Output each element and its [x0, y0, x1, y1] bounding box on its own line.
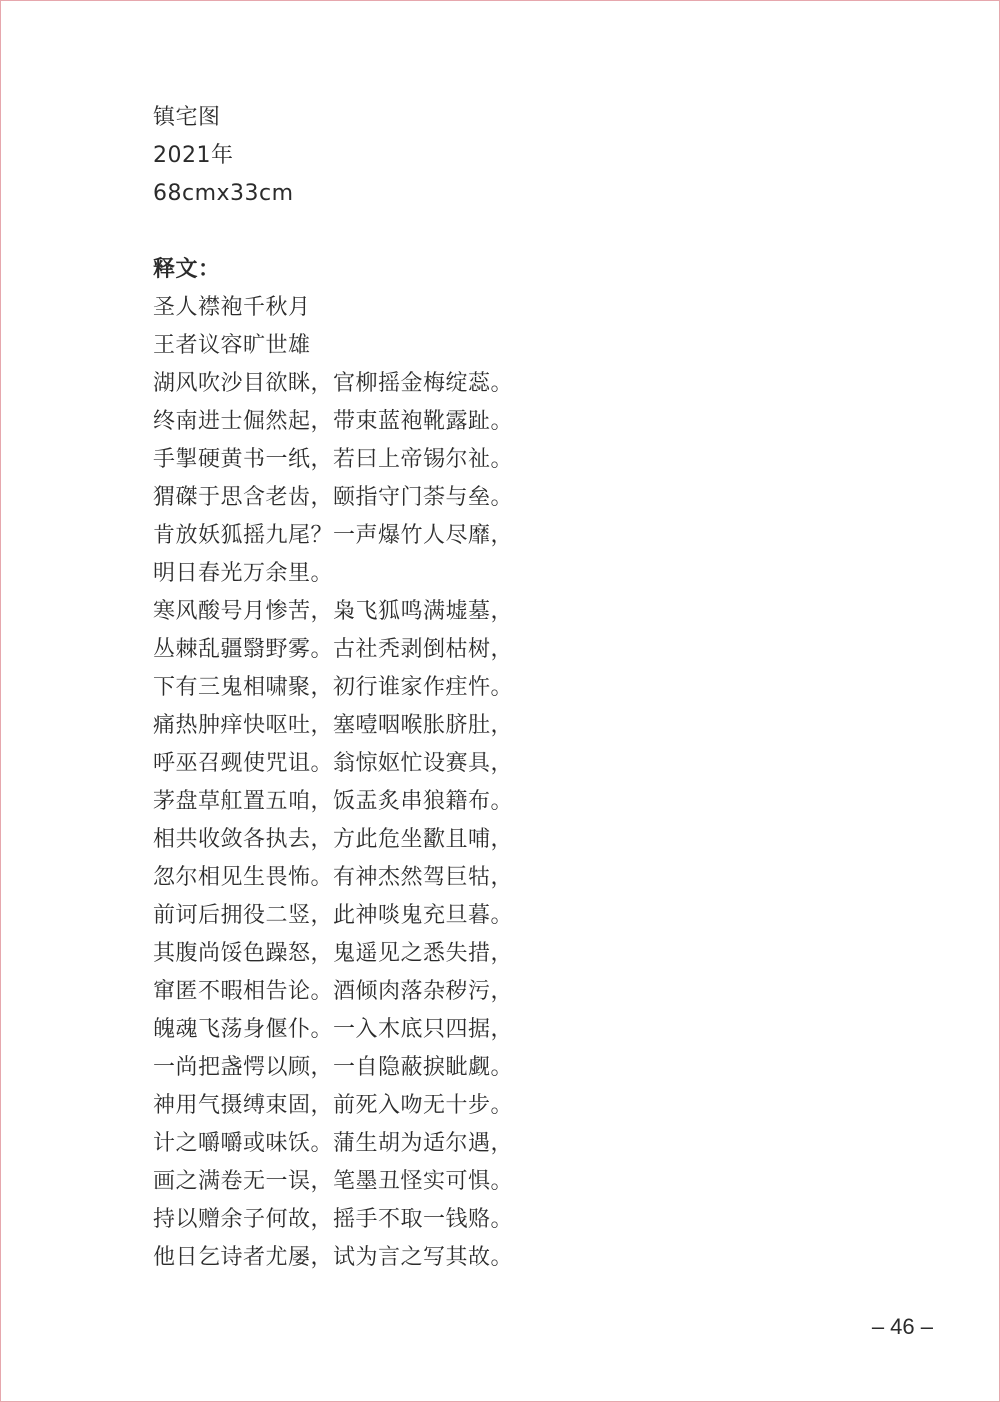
page-number: – 46 – — [871, 1314, 933, 1339]
transcription-line: 明日春光万余里。 — [153, 561, 334, 586]
transcription-line: 持以赠余子何故，摇手不取一钱赂。 — [153, 1207, 514, 1232]
transcription-line: 终南进士倔然起，带束蓝袍靴露趾。 — [153, 409, 514, 434]
transcription-heading: 释文： — [153, 257, 221, 282]
transcription-line: 丛棘乱疆翳野雾。古社秃剥倒枯树， — [153, 637, 514, 662]
page-content — [153, 99, 673, 1277]
transcription-line: 忽尔相见生畏怖。有神杰然驾巨牯， — [153, 865, 514, 890]
transcription-line: 湖风吹沙目欲眯，官柳摇金梅绽蕊。 — [153, 371, 514, 396]
transcription-line: 魄魂飞荡身偃仆。一入木底只四据， — [153, 1017, 514, 1042]
transcription-line: 呼巫召觋使咒诅。翁惊妪忙设赛具， — [153, 751, 514, 776]
transcription-line: 痛热肿痒快呕吐，塞噎咽喉胀脐肚， — [153, 713, 514, 738]
transcription-line: 相共收敛各执去，方此危坐歠且哺， — [153, 827, 514, 852]
transcription-line: 王者议容旷世雄 — [153, 333, 311, 358]
transcription-line: 计之嚼嚼或味饫。蒲生胡为适尔遇， — [153, 1131, 514, 1156]
transcription-line: 窜匿不暇相告论。酒倾肉落杂秽污， — [153, 979, 514, 1004]
artwork-year: 2021年 — [153, 143, 234, 168]
transcription-line: 手掣硬黄书一纸，若曰上帝锡尔祉。 — [153, 447, 514, 472]
transcription-line: 肯放妖狐摇九尾？一声爆竹人尽靡， — [153, 523, 514, 548]
transcription-line: 画之满卷无一误，笔墨丑怪实可惧。 — [153, 1169, 514, 1194]
transcription-line: 他日乞诗者尤屡，试为言之写其故。 — [153, 1245, 514, 1270]
transcription-line: 寒风酸号月惨苦，枭飞狐鸣满墟墓， — [153, 599, 514, 624]
transcription-line: 猬磔于思含老齿，颐指守门荼与垒。 — [153, 485, 514, 510]
transcription-line: 其腹尚馁色躁怒，鬼遥见之悉失措， — [153, 941, 514, 966]
transcription-line: 下有三鬼相啸聚，初行谁家作疰忤。 — [153, 675, 514, 700]
artwork-size: 68cmx33cm — [153, 181, 294, 206]
transcription-line: 神用气摄缚束固，前死入吻无十步。 — [153, 1093, 514, 1118]
section-spacer — [153, 213, 673, 251]
transcription-line: 圣人襟袍千秋月 — [153, 295, 311, 320]
transcription-line: 前诃后拥役二竖，此神啖鬼充旦暮。 — [153, 903, 514, 928]
transcription-line: 一尚把盏愕以顾，一自隐蔽捩眦觑。 — [153, 1055, 514, 1080]
transcription-line: 茅盘草舡置五咱，饭盂炙串狼籍布。 — [153, 789, 514, 814]
artwork-title: 镇宅图 — [153, 105, 221, 130]
